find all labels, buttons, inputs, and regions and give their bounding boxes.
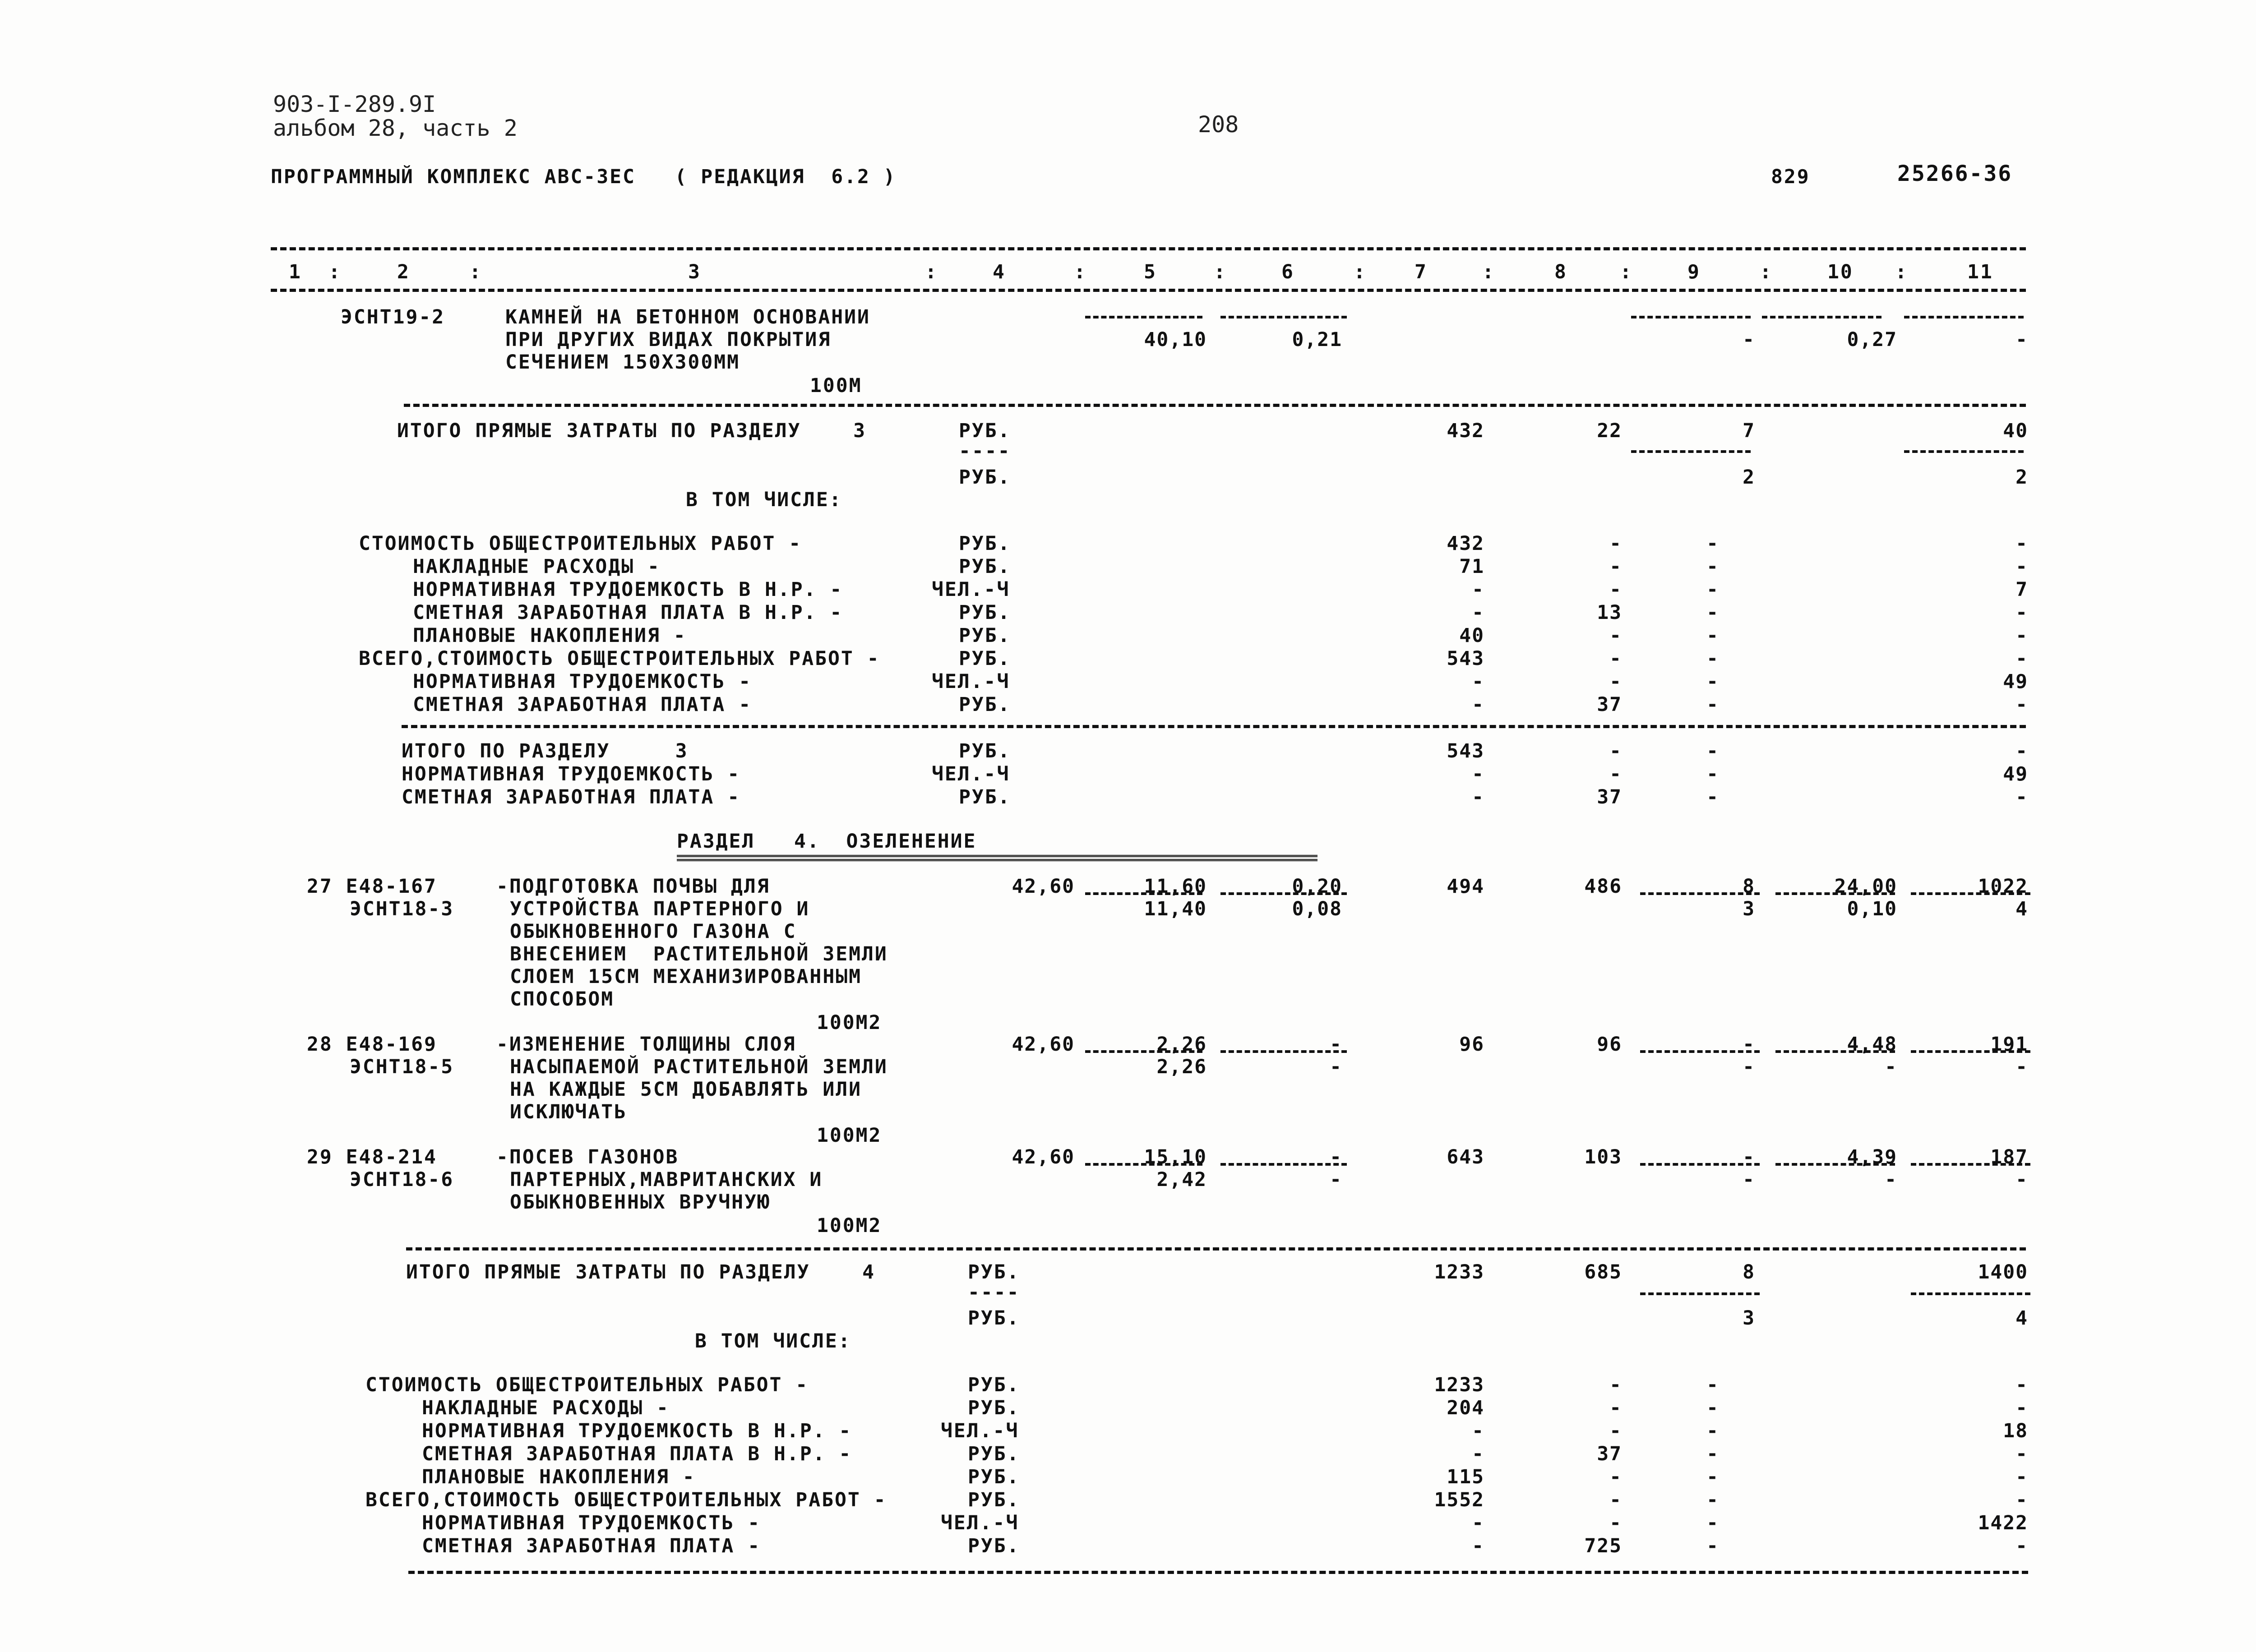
breakdown-col11: - bbox=[2016, 555, 2028, 578]
sub-value-col9: - bbox=[1743, 1168, 1755, 1191]
album-info: альбом 28, часть 2 bbox=[273, 115, 518, 141]
unit: РУБ. bbox=[959, 740, 1011, 762]
column-header-3: 3 bbox=[688, 261, 701, 283]
breakdown-col9: - bbox=[1706, 1443, 1719, 1465]
value-col4: 42,60 bbox=[1012, 1033, 1075, 1056]
breakdown-col7: 115 bbox=[1447, 1466, 1484, 1488]
unit: РУБ. bbox=[959, 786, 1011, 808]
unit: ЧЕЛ.-Ч bbox=[941, 1420, 1019, 1442]
total-label: ИТОГО ПРЯМЫЕ ЗАТРАТЫ ПО РАЗДЕЛУ 3 bbox=[397, 420, 866, 442]
breakdown-label: СТОИМОСТЬ ОБЩЕСТРОИТЕЛЬНЫХ РАБОТ - bbox=[359, 532, 802, 555]
total-col7: 1233 bbox=[1434, 1261, 1484, 1283]
column-header-sep: : bbox=[1482, 261, 1495, 283]
item-code: ЭСНТ18-5 bbox=[350, 1056, 454, 1078]
breakdown-col7: 71 bbox=[1459, 555, 1484, 578]
sub-value-col11: - bbox=[2016, 1168, 2028, 1191]
item-unit: 100М2 bbox=[817, 1214, 882, 1237]
breakdown-label: СМЕТНАЯ ЗАРАБОТНАЯ ПЛАТА В Н.Р. - bbox=[413, 601, 843, 624]
breakdown-col11: - bbox=[2016, 1374, 2028, 1396]
breakdown-col11: - bbox=[2016, 1397, 2028, 1419]
sub-value-col5: 2,26 bbox=[1156, 1056, 1207, 1078]
item-unit: 100М2 bbox=[817, 1011, 882, 1034]
item-code: ЭСНТ18-6 bbox=[350, 1168, 454, 1191]
section-rule bbox=[404, 404, 2026, 407]
item-description: ВНЕСЕНИЕМ РАСТИТЕЛЬНОЙ ЗЕМЛИ bbox=[510, 943, 888, 965]
unit: ЧЕЛ.-Ч bbox=[932, 763, 1010, 785]
breakdown-col9: - bbox=[1706, 693, 1719, 716]
item-description: -ИЗМЕНЕНИЕ ТОЛЩИНЫ СЛОЯ bbox=[496, 1033, 796, 1056]
divider bbox=[1220, 892, 1347, 895]
total-col11: 40 bbox=[2003, 420, 2028, 442]
breakdown-col7: - bbox=[1472, 1512, 1484, 1534]
sub-value-col10: - bbox=[1885, 1168, 1897, 1191]
value-col9: - bbox=[1743, 1033, 1755, 1056]
value-col5: 40,10 bbox=[1144, 328, 1207, 351]
sub-value-col9: - bbox=[1743, 1056, 1755, 1078]
sub-value-col6: - bbox=[1330, 1168, 1342, 1191]
breakdown-col8: 13 bbox=[1597, 601, 1622, 624]
including-label: В ТОМ ЧИСЛЕ: bbox=[686, 489, 842, 511]
total-col8: 685 bbox=[1584, 1261, 1622, 1283]
sub-value-col6: 0,08 bbox=[1292, 898, 1342, 920]
value-col11: 191 bbox=[1990, 1033, 2028, 1056]
breakdown-col9: - bbox=[1706, 1512, 1719, 1534]
sub-value-col10: 0,10 bbox=[1847, 898, 1897, 920]
breakdown-col7: - bbox=[1472, 1535, 1484, 1557]
item-description: СПОСОБОМ bbox=[510, 988, 615, 1011]
breakdown-col11: 18 bbox=[2003, 1420, 2028, 1442]
breakdown-col7: 432 bbox=[1447, 532, 1484, 555]
total-col7: 432 bbox=[1447, 420, 1484, 442]
including-label: В ТОМ ЧИСЛЕ: bbox=[695, 1330, 851, 1352]
breakdown-col9: - bbox=[1706, 1535, 1719, 1557]
sub-value-col11: - bbox=[2016, 1056, 2028, 1078]
breakdown-label: ПЛАНОВЫЕ НАКОПЛЕНИЯ - bbox=[413, 624, 687, 647]
breakdown-col7: - bbox=[1472, 693, 1484, 716]
section-sum-label: НОРМАТИВНАЯ ТРУДОЕМКОСТЬ - bbox=[402, 763, 741, 785]
breakdown-col7: - bbox=[1472, 601, 1484, 624]
item-code: ЭСНТ18-3 bbox=[350, 898, 454, 920]
breakdown-col7: 1233 bbox=[1434, 1374, 1484, 1396]
total-col9: 8 bbox=[1743, 1261, 1755, 1283]
total-col9: 2 bbox=[1743, 466, 1755, 489]
value-col10: 4,39 bbox=[1847, 1146, 1897, 1168]
breakdown-col9: - bbox=[1706, 1374, 1719, 1396]
divider bbox=[1085, 1163, 1202, 1166]
item-description: -ПОСЕВ ГАЗОНОВ bbox=[496, 1146, 679, 1168]
column-header-8: 8 bbox=[1554, 261, 1567, 283]
unit: РУБ. bbox=[968, 1535, 1020, 1557]
item-unit: 100М bbox=[810, 374, 862, 397]
unit: РУБ. bbox=[959, 601, 1011, 624]
breakdown-label: СТОИМОСТЬ ОБЩЕСТРОИТЕЛЬНЫХ РАБОТ - bbox=[365, 1374, 809, 1396]
breakdown-col8: - bbox=[1609, 1397, 1622, 1419]
column-header-10: 10 bbox=[1827, 261, 1854, 283]
page-number: 208 bbox=[1198, 111, 1239, 138]
column-header-sep: : bbox=[1620, 261, 1633, 283]
program-title: ПРОГРАММНЫЙ КОМПЛЕКС АВС-3ЕС ( РЕДАКЦИЯ 6.2 ) bbox=[271, 166, 897, 188]
section-sum-col11: - bbox=[2016, 786, 2028, 808]
breakdown-label: НАКЛАДНЫЕ РАСХОДЫ - bbox=[422, 1397, 670, 1419]
item-description: ОБЫКНОВЕННЫХ ВРУЧНУЮ bbox=[510, 1191, 771, 1214]
breakdown-label: СМЕТНАЯ ЗАРАБОТНАЯ ПЛАТА В Н.Р. - bbox=[422, 1443, 852, 1465]
value-col11: 187 bbox=[1990, 1146, 2028, 1168]
value-col10: 24,00 bbox=[1834, 875, 1897, 898]
section-title: РАЗДЕЛ 4. ОЗЕЛЕНЕНИЕ bbox=[677, 830, 977, 853]
sub-value-col5: 11,40 bbox=[1144, 898, 1207, 920]
column-header-11: 11 bbox=[1967, 261, 1993, 283]
item-description: УСТРОЙСТВА ПАРТЕРНОГО И bbox=[510, 898, 810, 920]
section-sum-col9: - bbox=[1706, 786, 1719, 808]
column-header-6: 6 bbox=[1281, 261, 1294, 283]
total-col9: 7 bbox=[1743, 420, 1755, 442]
breakdown-col8: - bbox=[1609, 670, 1622, 693]
breakdown-col9: - bbox=[1706, 1420, 1719, 1442]
breakdown-col8: 725 bbox=[1584, 1535, 1622, 1557]
unit: РУБ. bbox=[968, 1466, 1020, 1488]
breakdown-label: НОРМАТИВНАЯ ТРУДОЕМКОСТЬ В Н.Р. - bbox=[422, 1420, 852, 1442]
breakdown-label: НОРМАТИВНАЯ ТРУДОЕМКОСТЬ - bbox=[422, 1512, 761, 1534]
unit: ЧЕЛ.-Ч bbox=[932, 578, 1010, 601]
unit: РУБ. bbox=[959, 466, 1011, 489]
sub-value-col6: - bbox=[1330, 1056, 1342, 1078]
breakdown-col9: - bbox=[1706, 670, 1719, 693]
unit: РУБ. bbox=[968, 1489, 1020, 1511]
dashes: ---- bbox=[959, 440, 1011, 462]
breakdown-label: НОРМАТИВНАЯ ТРУДОЕМКОСТЬ В Н.Р. - bbox=[413, 578, 843, 601]
breakdown-col8: - bbox=[1609, 532, 1622, 555]
breakdown-col11: - bbox=[2016, 601, 2028, 624]
breakdown-col7: 543 bbox=[1447, 647, 1484, 670]
value-col4: 42,60 bbox=[1012, 1146, 1075, 1168]
breakdown-col11: - bbox=[2016, 1466, 2028, 1488]
column-header-sep: : bbox=[328, 261, 342, 283]
breakdown-col9: - bbox=[1706, 555, 1719, 578]
breakdown-col8: - bbox=[1609, 555, 1622, 578]
unit: РУБ. bbox=[968, 1307, 1020, 1329]
sub-value-col5: 2,42 bbox=[1156, 1168, 1207, 1191]
value-col11: 1022 bbox=[1978, 875, 2028, 898]
unit: РУБ. bbox=[959, 624, 1011, 647]
section-sum-col8: - bbox=[1609, 740, 1622, 762]
breakdown-col7: - bbox=[1472, 1443, 1484, 1465]
item-unit: 100М2 bbox=[817, 1124, 882, 1147]
value-col9: 8 bbox=[1743, 875, 1755, 898]
breakdown-col7: 40 bbox=[1459, 624, 1484, 647]
breakdown-col8: - bbox=[1609, 1512, 1622, 1534]
item-description: ПРИ ДРУГИХ ВИДАХ ПОКРЫТИЯ bbox=[505, 328, 832, 351]
total-col11: 1400 bbox=[1978, 1261, 2028, 1283]
column-header-5: 5 bbox=[1144, 261, 1157, 283]
unit: РУБ. bbox=[968, 1261, 1020, 1283]
breakdown-col8: - bbox=[1609, 1374, 1622, 1396]
sub-value-col10: - bbox=[1885, 1056, 1897, 1078]
divider bbox=[1911, 1163, 2030, 1166]
item-number-code: 29 Е48-214 bbox=[307, 1146, 437, 1168]
document-code: 903-I-289.9I bbox=[273, 91, 436, 117]
breakdown-label: СМЕТНАЯ ЗАРАБОТНАЯ ПЛАТА - bbox=[422, 1535, 761, 1557]
column-header-2: 2 bbox=[397, 261, 410, 283]
breakdown-col9: - bbox=[1706, 624, 1719, 647]
item-description: ОБЫКНОВЕННОГО ГАЗОНА С bbox=[510, 920, 797, 943]
breakdown-col8: 37 bbox=[1597, 1443, 1622, 1465]
divider bbox=[1775, 1163, 1895, 1166]
item-code: ЭСНТ19-2 bbox=[341, 306, 445, 328]
rule bbox=[271, 247, 2026, 250]
section-rule bbox=[406, 1247, 2026, 1251]
breakdown-label: ВСЕГО,СТОИМОСТЬ ОБЩЕСТРОИТЕЛЬНЫХ РАБОТ - bbox=[359, 647, 880, 670]
value-col5: 2,26 bbox=[1156, 1033, 1207, 1056]
total-col11: 4 bbox=[2016, 1307, 2028, 1329]
item-description: СЛОЕМ 15СМ МЕХАНИЗИРОВАННЫМ bbox=[510, 965, 862, 988]
divider bbox=[1640, 1292, 1760, 1295]
section-sum-col7: - bbox=[1472, 763, 1484, 785]
value-col5: 11,60 bbox=[1144, 875, 1207, 898]
value-col6: 0,21 bbox=[1292, 328, 1342, 351]
divider bbox=[1085, 892, 1202, 895]
breakdown-col7: - bbox=[1472, 578, 1484, 601]
breakdown-col11: - bbox=[2016, 1489, 2028, 1511]
unit: РУБ. bbox=[968, 1443, 1020, 1465]
unit: РУБ. bbox=[959, 532, 1011, 555]
section-sum-col11: - bbox=[2016, 740, 2028, 762]
section-sum-col7: 543 bbox=[1447, 740, 1484, 762]
section-sum-label: СМЕТНАЯ ЗАРАБОТНАЯ ПЛАТА - bbox=[402, 786, 741, 808]
divider bbox=[1631, 316, 1751, 318]
column-header-7: 7 bbox=[1415, 261, 1428, 283]
breakdown-col11: - bbox=[2016, 647, 2028, 670]
breakdown-col11: 49 bbox=[2003, 670, 2028, 693]
unit: РУБ. bbox=[959, 555, 1011, 578]
divider bbox=[1220, 1050, 1347, 1053]
section-sum-col9: - bbox=[1706, 763, 1719, 785]
divider bbox=[1640, 892, 1760, 895]
section-sum-col8: - bbox=[1609, 763, 1622, 785]
breakdown-col9: - bbox=[1706, 578, 1719, 601]
breakdown-col11: - bbox=[2016, 1535, 2028, 1557]
divider bbox=[1775, 1050, 1895, 1053]
value-col8: 103 bbox=[1584, 1146, 1622, 1168]
unit: РУБ. bbox=[959, 420, 1011, 442]
value-col10: 0,27 bbox=[1847, 328, 1897, 351]
item-description: КАМНЕЙ НА БЕТОННОМ ОСНОВАНИИ bbox=[505, 306, 870, 328]
unit: РУБ. bbox=[959, 647, 1011, 670]
breakdown-col8: - bbox=[1609, 1466, 1622, 1488]
column-header-sep: : bbox=[1074, 261, 1087, 283]
divider bbox=[1085, 1050, 1202, 1053]
divider bbox=[1631, 450, 1751, 453]
item-number-code: 28 Е48-169 bbox=[307, 1033, 437, 1056]
dashes: ---- bbox=[968, 1281, 1020, 1304]
section-title-underline bbox=[677, 855, 1318, 861]
item-description: СЕЧЕНИЕМ 150Х300ММ bbox=[505, 351, 740, 374]
breakdown-col7: 204 bbox=[1447, 1397, 1484, 1419]
column-header-sep: : bbox=[1214, 261, 1227, 283]
divider bbox=[1904, 316, 2024, 318]
value-col4: 42,60 bbox=[1012, 875, 1075, 898]
section-rule bbox=[408, 1571, 2028, 1574]
breakdown-col8: 37 bbox=[1597, 693, 1622, 716]
item-description: НАСЫПАЕМОЙ РАСТИТЕЛЬНОЙ ЗЕМЛИ bbox=[510, 1056, 888, 1078]
value-col7: 96 bbox=[1459, 1033, 1484, 1056]
breakdown-col8: - bbox=[1609, 647, 1622, 670]
sheet-number: 829 bbox=[1771, 166, 1810, 188]
divider bbox=[1904, 450, 2024, 453]
rule bbox=[271, 289, 2026, 292]
sub-value-col9: 3 bbox=[1743, 898, 1755, 920]
total-col11: 2 bbox=[2016, 466, 2028, 489]
breakdown-col7: - bbox=[1472, 1420, 1484, 1442]
value-col5: 15,10 bbox=[1144, 1146, 1207, 1168]
total-col8: 22 bbox=[1597, 420, 1622, 442]
breakdown-label: СМЕТНАЯ ЗАРАБОТНАЯ ПЛАТА - bbox=[413, 693, 752, 716]
divider bbox=[1775, 892, 1895, 895]
breakdown-col8: - bbox=[1609, 1489, 1622, 1511]
breakdown-label: НОРМАТИВНАЯ ТРУДОЕМКОСТЬ - bbox=[413, 670, 752, 693]
breakdown-col9: - bbox=[1706, 1466, 1719, 1488]
item-description: ИСКЛЮЧАТЬ bbox=[510, 1101, 627, 1123]
unit: РУБ. bbox=[968, 1397, 1020, 1419]
section-rule bbox=[402, 725, 2026, 728]
value-col9: - bbox=[1743, 1146, 1755, 1168]
breakdown-col8: - bbox=[1609, 578, 1622, 601]
divider bbox=[1085, 316, 1202, 318]
column-header-sep: : bbox=[925, 261, 938, 283]
breakdown-col9: - bbox=[1706, 647, 1719, 670]
unit: РУБ. bbox=[968, 1374, 1020, 1396]
total-label: ИТОГО ПРЯМЫЕ ЗАТРАТЫ ПО РАЗДЕЛУ 4 bbox=[406, 1261, 875, 1283]
breakdown-col11: - bbox=[2016, 693, 2028, 716]
breakdown-label: ВСЕГО,СТОИМОСТЬ ОБЩЕСТРОИТЕЛЬНЫХ РАБОТ - bbox=[365, 1489, 887, 1511]
unit: ЧЕЛ.-Ч bbox=[932, 670, 1010, 693]
breakdown-col9: - bbox=[1706, 532, 1719, 555]
section-sum-col8: 37 bbox=[1597, 786, 1622, 808]
divider bbox=[1911, 892, 2030, 895]
value-col9: - bbox=[1743, 328, 1755, 351]
breakdown-col9: - bbox=[1706, 1489, 1719, 1511]
column-header-sep: : bbox=[1760, 261, 1773, 283]
item-number-code: 27 Е48-167 bbox=[307, 875, 437, 898]
value-col11: - bbox=[2016, 328, 2028, 351]
breakdown-col11: 7 bbox=[2016, 578, 2028, 601]
item-description: НА КАЖДЫЕ 5СМ ДОБАВЛЯТЬ ИЛИ bbox=[510, 1078, 862, 1101]
breakdown-col9: - bbox=[1706, 601, 1719, 624]
divider bbox=[1911, 1292, 2030, 1295]
column-header-9: 9 bbox=[1687, 261, 1701, 283]
breakdown-label: НАКЛАДНЫЕ РАСХОДЫ - bbox=[413, 555, 661, 578]
value-col7: 643 bbox=[1447, 1146, 1484, 1168]
divider bbox=[1220, 1163, 1347, 1166]
column-header-sep: : bbox=[1895, 261, 1908, 283]
breakdown-col9: - bbox=[1706, 1397, 1719, 1419]
column-header-4: 4 bbox=[993, 261, 1006, 283]
item-description: -ПОДГОТОВКА ПОЧВЫ ДЛЯ bbox=[496, 875, 770, 898]
divider bbox=[1762, 316, 1882, 318]
unit: РУБ. bbox=[959, 693, 1011, 716]
value-col10: 4,48 bbox=[1847, 1033, 1897, 1056]
section-sum-label: ИТОГО ПО РАЗДЕЛУ 3 bbox=[402, 740, 689, 762]
value-col6: 0,20 bbox=[1292, 875, 1342, 898]
value-col8: 486 bbox=[1584, 875, 1622, 898]
breakdown-col11: 1422 bbox=[1978, 1512, 2028, 1534]
doc-number: 25266-36 bbox=[1897, 161, 2013, 186]
sub-value-col11: 4 bbox=[2016, 898, 2028, 920]
total-col9: 3 bbox=[1743, 1307, 1755, 1329]
breakdown-col7: - bbox=[1472, 670, 1484, 693]
column-header-sep: : bbox=[469, 261, 482, 283]
divider bbox=[1911, 1050, 2030, 1053]
breakdown-label: ПЛАНОВЫЕ НАКОПЛЕНИЯ - bbox=[422, 1466, 696, 1488]
item-description: ПАРТЕРНЫХ,МАВРИТАНСКИХ И bbox=[510, 1168, 823, 1191]
divider bbox=[1640, 1163, 1760, 1166]
unit: ЧЕЛ.-Ч bbox=[941, 1512, 1019, 1534]
divider bbox=[1220, 316, 1347, 318]
breakdown-col11: - bbox=[2016, 1443, 2028, 1465]
column-header-sep: : bbox=[1354, 261, 1367, 283]
value-col8: 96 bbox=[1597, 1033, 1622, 1056]
column-header-1: 1 bbox=[289, 261, 302, 283]
section-sum-col7: - bbox=[1472, 786, 1484, 808]
section-sum-col9: - bbox=[1706, 740, 1719, 762]
breakdown-col11: - bbox=[2016, 624, 2028, 647]
section-sum-col11: 49 bbox=[2003, 763, 2028, 785]
breakdown-col8: - bbox=[1609, 624, 1622, 647]
breakdown-col8: - bbox=[1609, 1420, 1622, 1442]
breakdown-col11: - bbox=[2016, 532, 2028, 555]
value-col7: 494 bbox=[1447, 875, 1484, 898]
divider bbox=[1640, 1050, 1760, 1053]
breakdown-col7: 1552 bbox=[1434, 1489, 1484, 1511]
value-col6: - bbox=[1330, 1146, 1342, 1168]
value-col6: - bbox=[1330, 1033, 1342, 1056]
